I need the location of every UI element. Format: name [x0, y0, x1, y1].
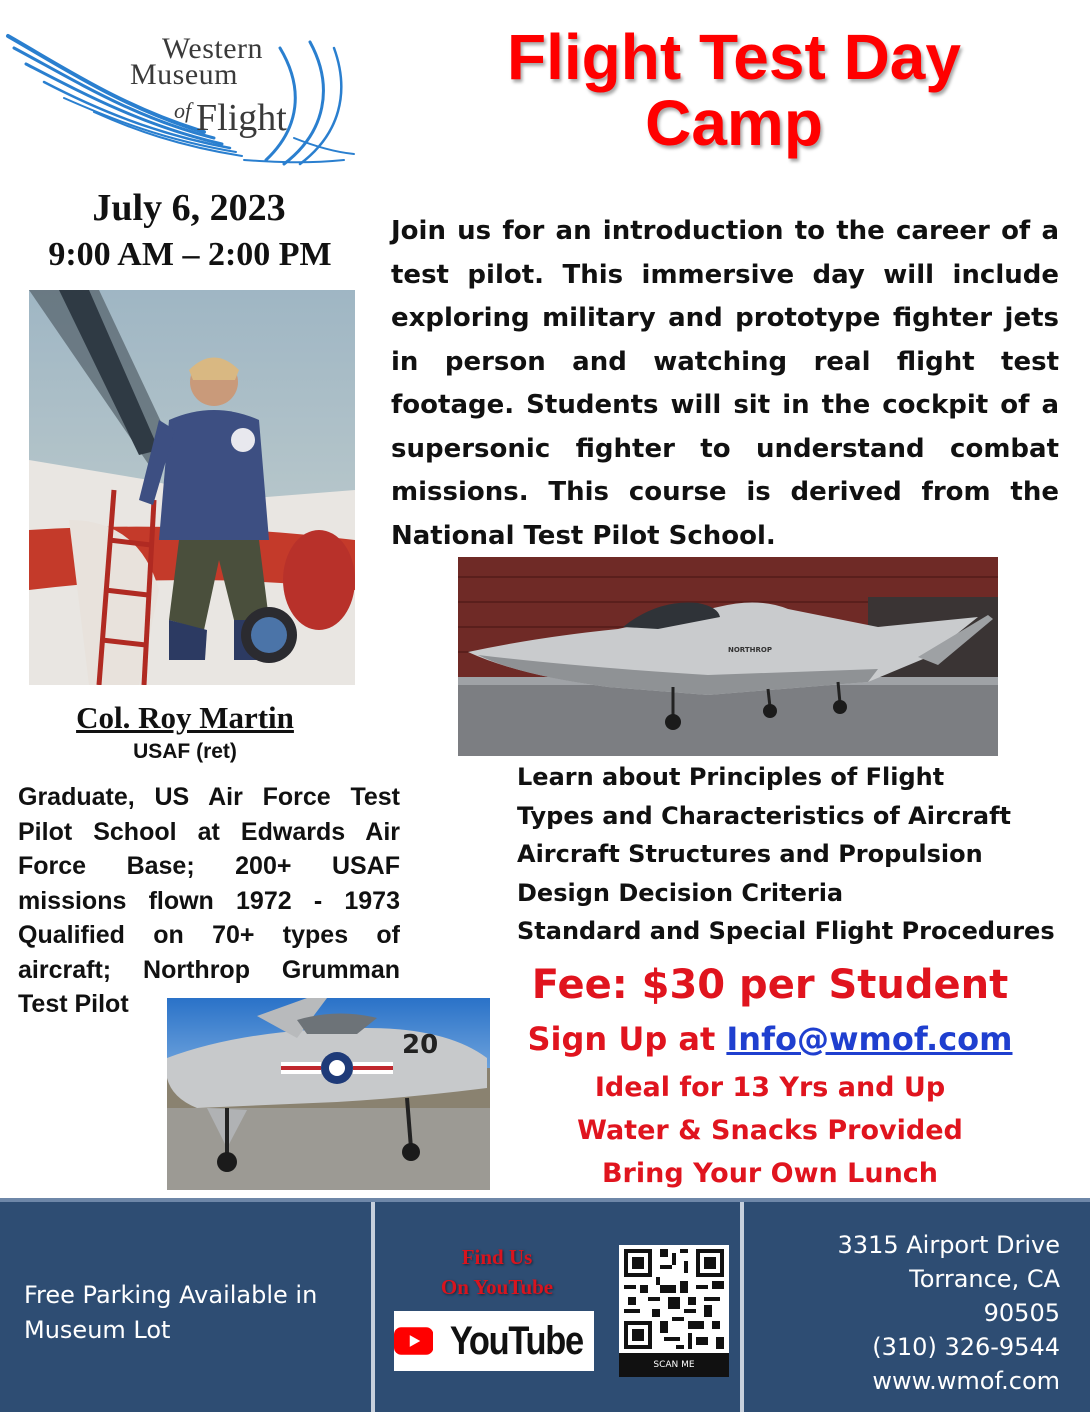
footer-top-rule — [0, 1198, 1090, 1202]
jet-marking: NORTHROP — [728, 646, 772, 654]
youtube-play-icon — [394, 1320, 433, 1362]
address-city: Torrance, CA — [909, 1265, 1060, 1293]
fee-text: Fee: $30 per Student — [531, 962, 1009, 1008]
detail-lunch: Bring Your Own Lunch — [601, 1158, 939, 1189]
instructor-name: Col. Roy Martin — [76, 700, 294, 735]
topic-item: Learn about Principles of Flight — [517, 763, 945, 791]
topic-item: Standard and Special Flight Procedures — [517, 917, 1055, 945]
museum-logo — [4, 28, 356, 168]
instructor-rank: USAF (ret) — [133, 740, 237, 763]
plane-number: 20 — [402, 1030, 439, 1060]
pilot-photo — [29, 290, 355, 685]
address-website[interactable]: www.wmof.com — [872, 1367, 1060, 1395]
address-phone[interactable]: (310) 326-9544 — [872, 1333, 1060, 1361]
a4-skyhawk-photo — [167, 998, 490, 1190]
title-line-1: Flight Test Day — [507, 21, 961, 93]
event-time: 9:00 AM – 2:00 PM — [48, 236, 332, 273]
parking-note: Free Parking Available in Museum Lot — [24, 1281, 318, 1344]
address-zip: 90505 — [983, 1299, 1060, 1327]
topic-item: Aircraft Structures and Propulsion — [517, 840, 983, 868]
signup-prefix: Sign Up at — [527, 1020, 727, 1058]
instructor-bio: Graduate, US Air Force Test Pilot School at Edwards Air Force Base; 200+ USAF missions flown 1972 - 1973 Qualified on 70+ types of aircraft; Northrop Grumman Test Pilot — [18, 783, 400, 1018]
logo-line-museum: Museum — [130, 58, 238, 91]
logo-line-flight: Flight — [196, 97, 287, 139]
footer-divider — [740, 1202, 744, 1412]
signup-email-link[interactable]: Info@wmof.com — [726, 1020, 1013, 1058]
qr-caption: SCAN ME — [619, 1353, 729, 1377]
page-title — [398, 21, 1070, 159]
logo-line-western: Western — [162, 32, 264, 65]
prototype-jet-photo — [458, 557, 998, 756]
intro-paragraph: Join us for an introduction to the career of a test pilot. This immersive day will include exploring military and prototype fighter jets in person and watching real flight test footage. Students will sit in the cockpit of a supersonic fighter to understand combat missions. This course is derived from the National Test Pilot School. — [391, 216, 1059, 551]
youtube-logo[interactable] — [394, 1311, 594, 1371]
title-line-2: Camp — [645, 87, 823, 159]
address-street: 3315 Airport Drive — [837, 1231, 1060, 1259]
footer-band — [0, 1198, 1090, 1412]
detail-snacks: Water & Snacks Provided — [577, 1115, 963, 1146]
address-block — [760, 1228, 1060, 1398]
find-us-line-1: Find Us — [461, 1245, 533, 1269]
topic-item: Design Decision Criteria — [517, 878, 844, 907]
find-us-youtube-text — [408, 1242, 586, 1302]
topic-item: Types and Characteristics of Aircraft — [517, 801, 1011, 830]
youtube-wordmark: YouTube — [450, 1318, 584, 1363]
footer-divider — [371, 1202, 375, 1412]
detail-age: Ideal for 13 Yrs and Up — [594, 1072, 946, 1103]
logo-line-of: of — [174, 98, 192, 123]
qr-code-icon — [624, 1249, 724, 1349]
find-us-line-2: On YouTube — [440, 1275, 554, 1299]
qr-code[interactable] — [619, 1245, 729, 1377]
event-date: July 6, 2023 — [92, 187, 286, 229]
signup-line — [470, 1020, 1070, 1058]
course-topics-list — [517, 758, 1057, 951]
